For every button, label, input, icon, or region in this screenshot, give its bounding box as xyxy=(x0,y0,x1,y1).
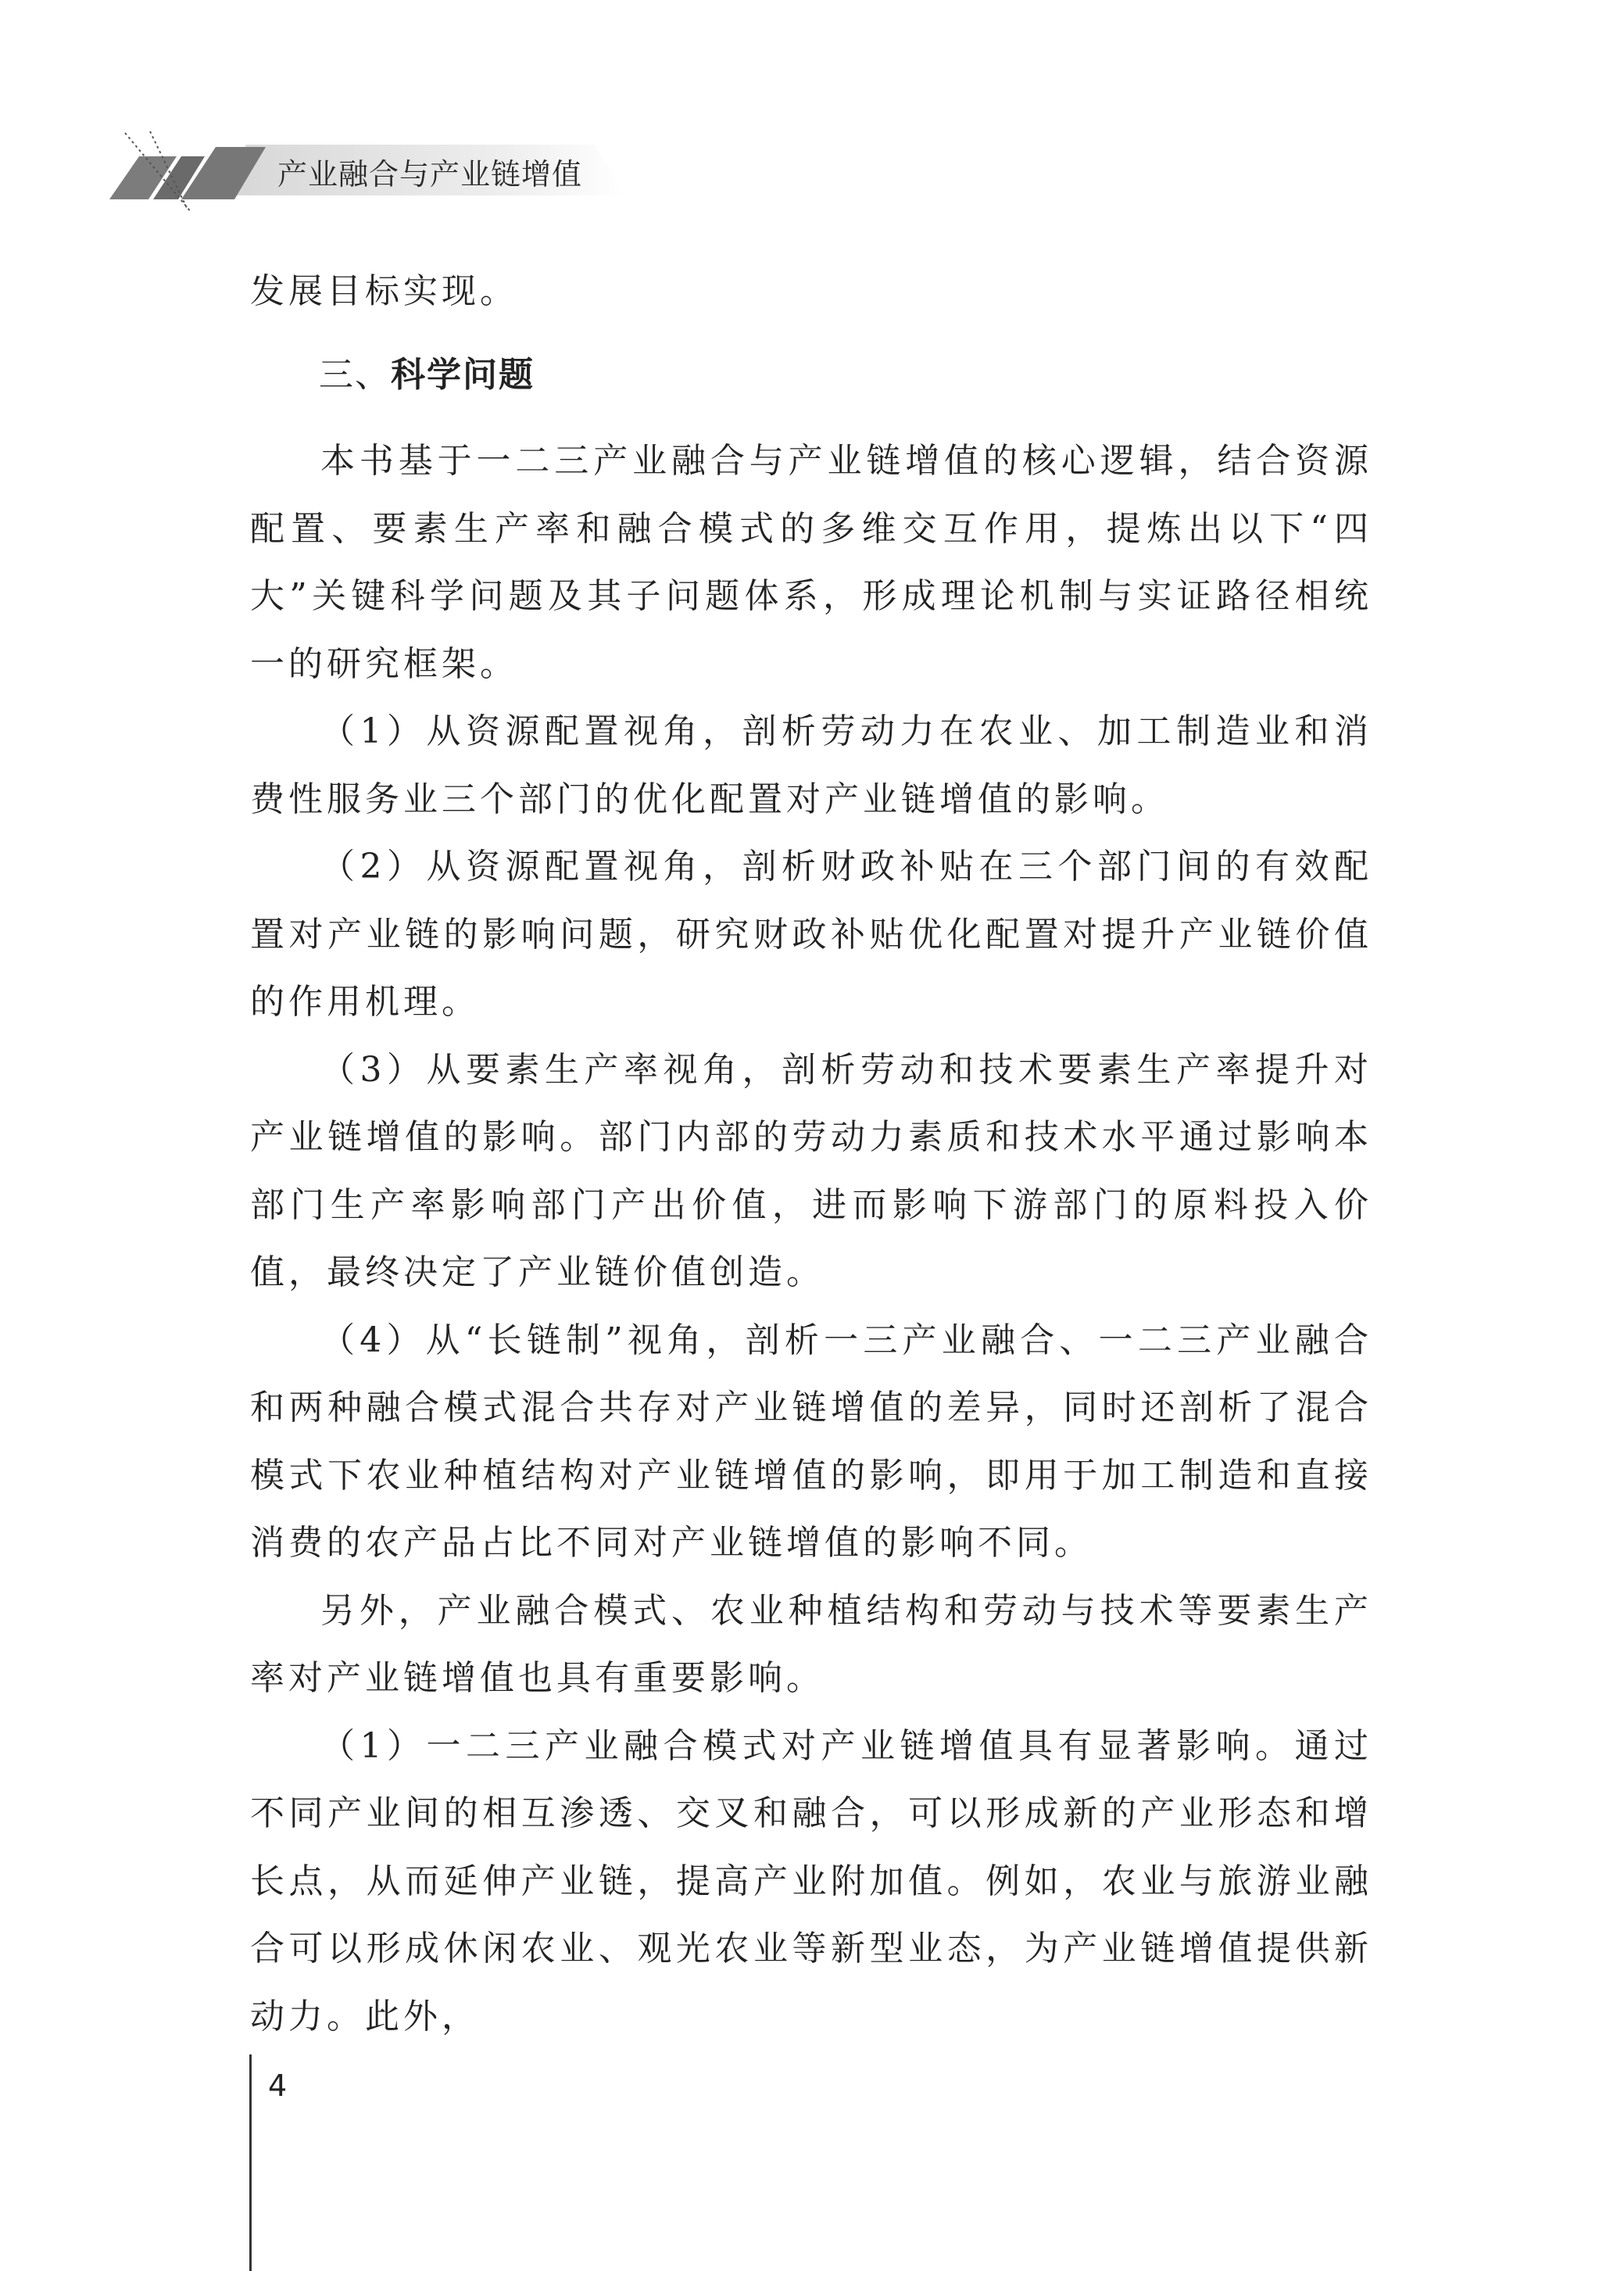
section-heading-text: 科学问题 xyxy=(391,354,535,395)
running-header xyxy=(0,0,1624,235)
paragraph-intro: 本书基于一二三产业融合与产业链增值的核心逻辑，结合资源配置、要素生产率和融合模式的多维交互作用，提炼出以下“四大”关键科学问题及其子问题体系，形成理论机制与实证路径相统一的研究框架。 xyxy=(250,441,1372,684)
page-body xyxy=(250,258,1372,2051)
section-heading-number: 三、 xyxy=(319,354,391,395)
footer-divider xyxy=(249,2054,252,2271)
paragraph-item-3: （3）从要素生产率视角，剖析劳动和技术要素生产率提升对产业链增值的影响。部门内部的劳动力素质和技术水平通过影响本部门生产率影响部门产出价值，进而影响下游部门的原料投入价值，最终决定了产业链价值创造。 xyxy=(250,1049,1372,1292)
paragraph-additional-item-1: （1）一二三产业融合模式对产业链增值具有显著影响。通过不同产业间的相互渗透、交叉和融合，可以形成新的产业形态和增长点，从而延伸产业链，提高产业附加值。例如，农业与旅游业融合可以形成休闲农业、观光农业等新型业态，为产业链增值提供新动力。此外， xyxy=(250,1725,1372,2036)
paragraph-continuation: 发展目标实现。 xyxy=(250,271,518,311)
paragraph-item-2: （2）从资源配置视角，剖析财政补贴在三个部门间的有效配置对产业链的影响问题，研究财政补贴优化配置对提升产业链价值的作用机理。 xyxy=(250,847,1372,1022)
header-decoration-icon xyxy=(0,0,1624,235)
paragraph-additional: 另外，产业融合模式、农业种植结构和劳动与技术等要素生产率对产业链增值也具有重要影响。 xyxy=(250,1590,1372,1698)
paragraph-item-4: （4）从“长链制”视角，剖析一三产业融合、一二三产业融合和两种融合模式混合共存对产业链增值的差异，同时还剖析了混合模式下农业种植结构对产业链增值的影响，即用于加工制造和直接消费的农产品占比不同对产业链增值的影响不同。 xyxy=(250,1320,1372,1563)
page-number: 4 xyxy=(268,2069,288,2103)
paragraph-item-1: （1）从资源配置视角，剖析劳动力在农业、加工制造业和消费性服务业三个部门的优化配置对产业链增值的影响。 xyxy=(250,711,1372,819)
running-header-title: 产业融合与产业链增值 xyxy=(277,157,583,192)
section-heading xyxy=(250,326,1372,428)
